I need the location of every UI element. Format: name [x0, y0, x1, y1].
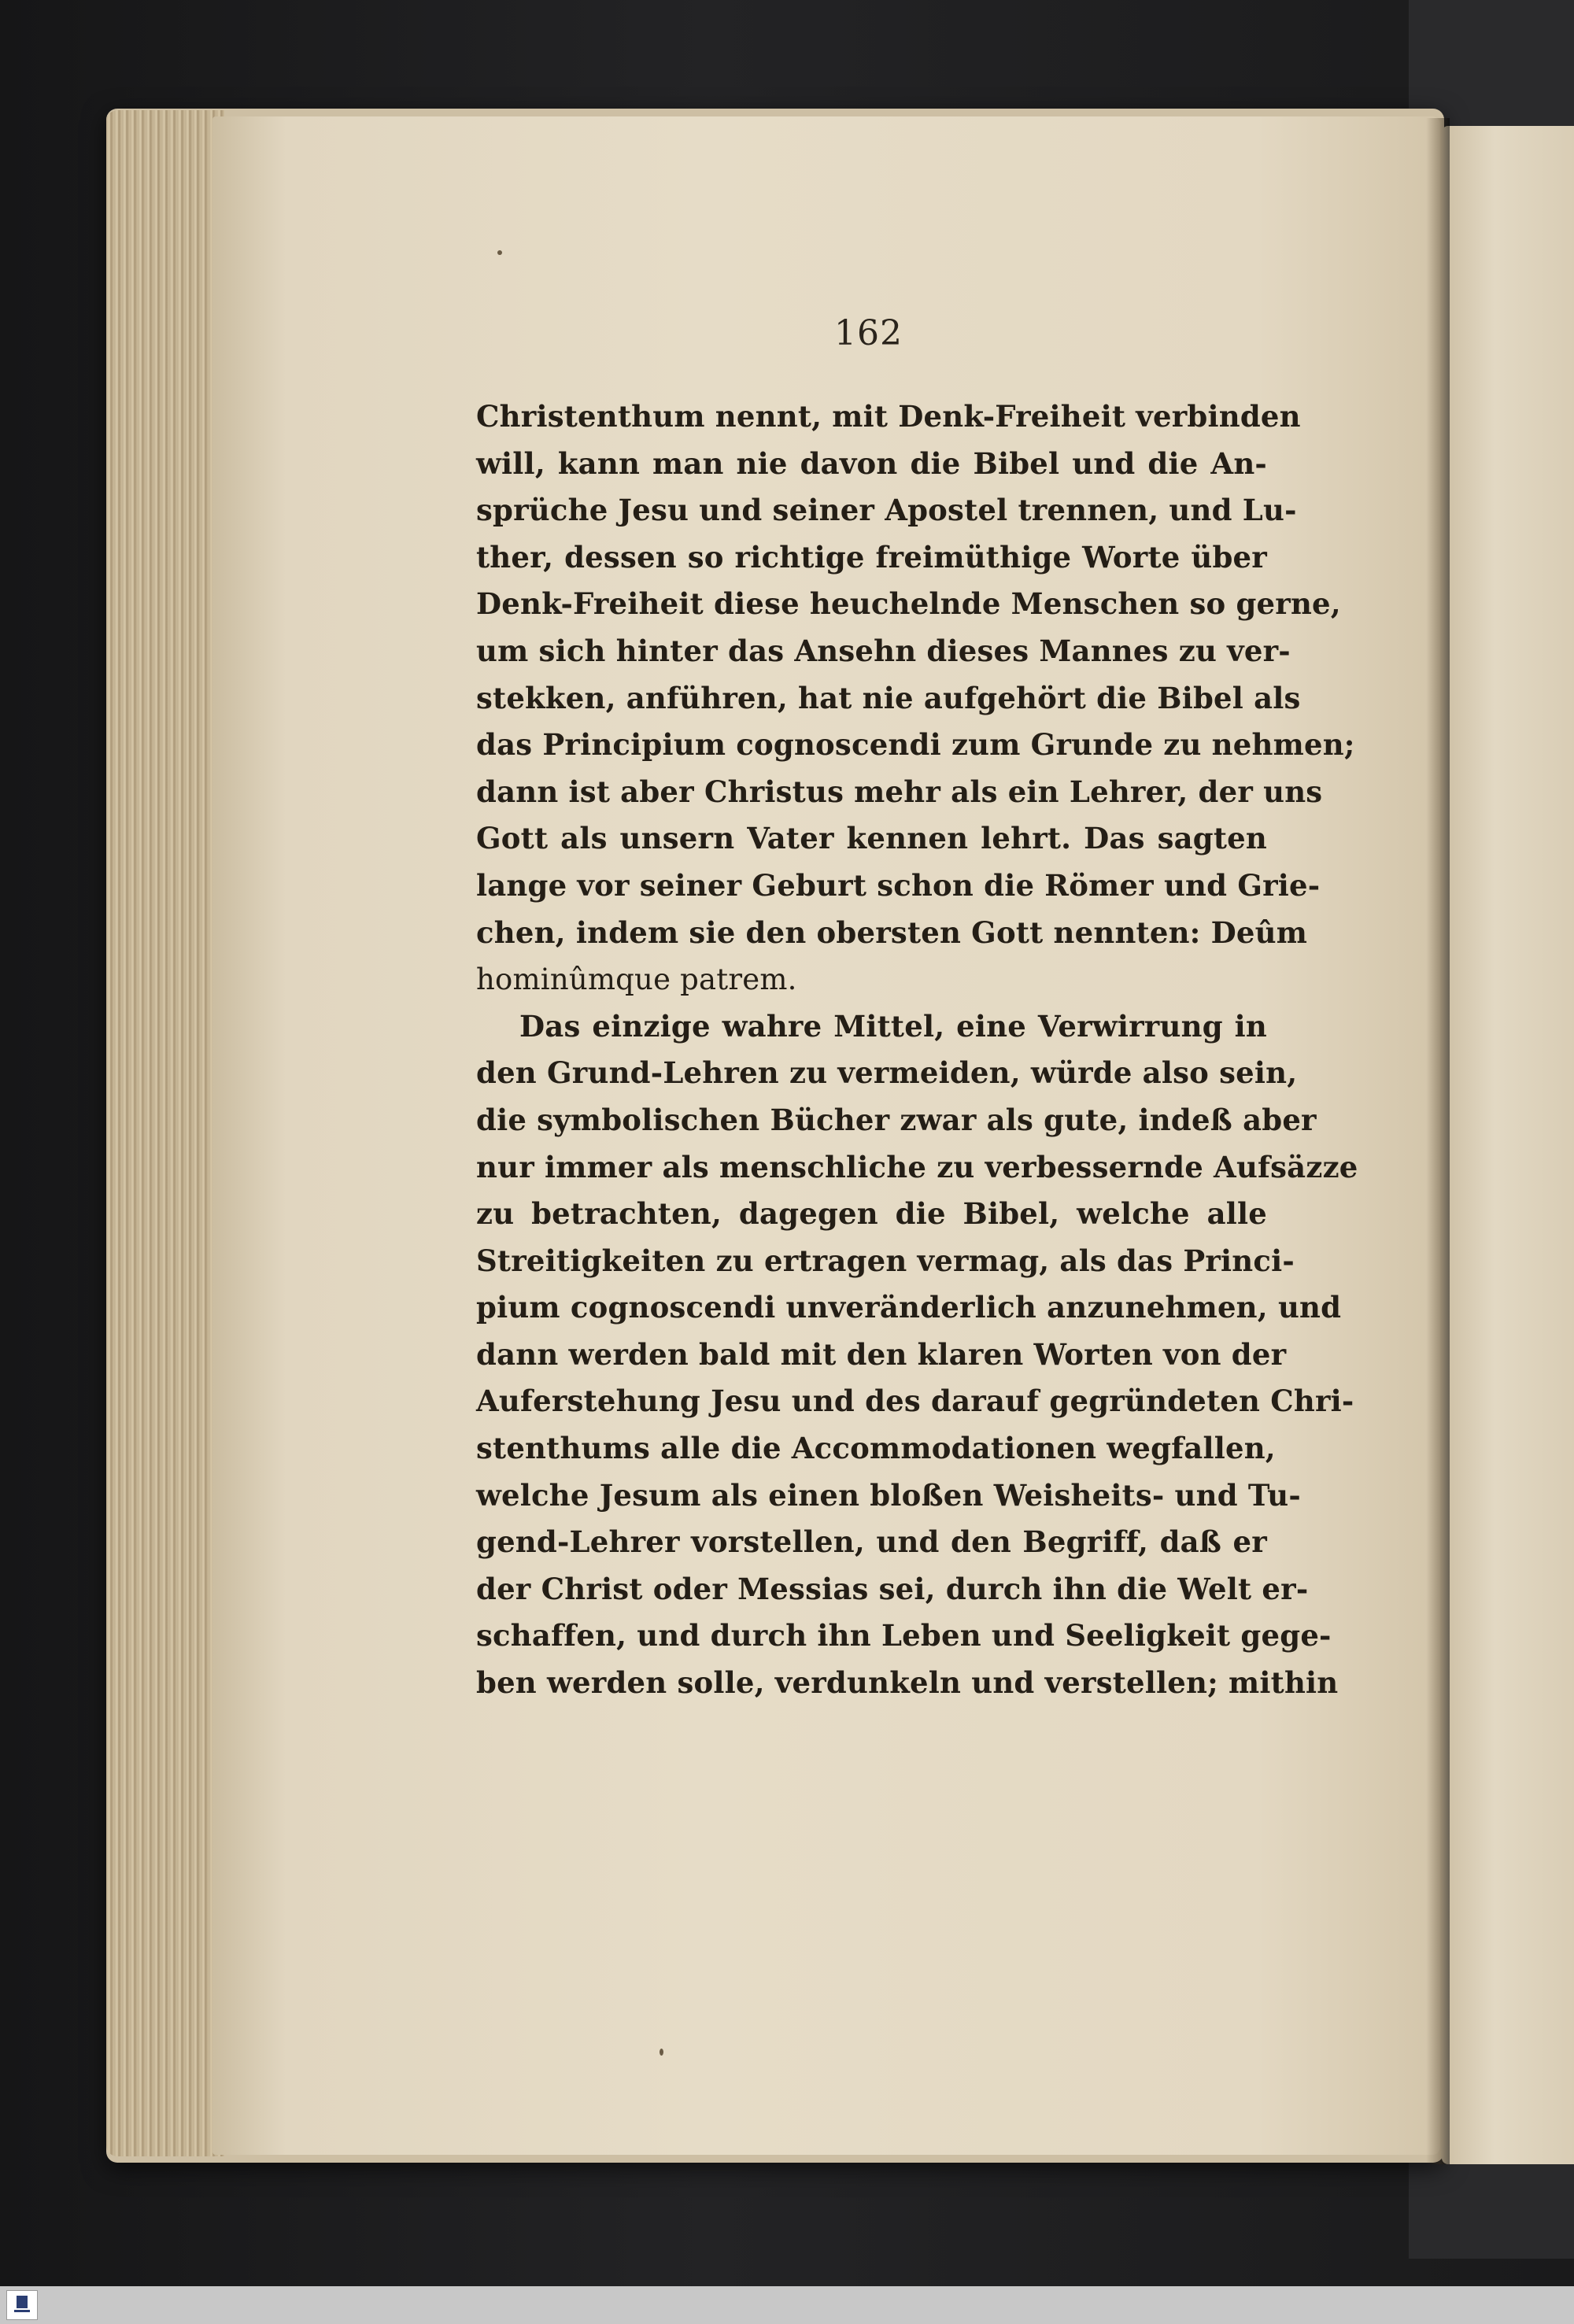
text-line: Streitigkeiten zu ertragen vermag, als das Princi-: [476, 1243, 1295, 1278]
text-line: gend-Lehrer vorstellen, und den Begriff, daß er: [476, 1524, 1267, 1560]
text-line: stenthums alle die Accommodationen wegfallen,: [476, 1431, 1276, 1466]
text-line: hominûmque patrem.: [476, 962, 797, 997]
logo-building-shape: [17, 2296, 28, 2308]
text-line: stekken, anführen, hat nie aufgehört die Bibel als: [476, 680, 1301, 715]
text-line: Christenthum nennt, mit Denk-Freiheit verbinden: [476, 399, 1301, 434]
page-text: [476, 393, 1358, 1707]
text-line: dann werden bald mit den klaren Worten von der: [476, 1336, 1287, 1372]
page-edges: [106, 110, 224, 2156]
text-line: Auferstehung Jesu und des darauf gegründeten Chri-: [476, 1384, 1354, 1419]
text-line: will, kann man nie davon die Bibel und die An-: [476, 445, 1267, 481]
gutter-shadow: [1426, 118, 1450, 2164]
viewer-footer-bar: [0, 2286, 1574, 2324]
text-line: lange vor seiner Geburt schon die Römer und Grie-: [476, 867, 1321, 903]
text-line: sprüche Jesu und seiner Apostel trennen, und Lu-: [476, 493, 1297, 528]
text-line: Gott als unsern Vater kennen lehrt. Das sagten: [476, 821, 1267, 856]
text-line: ben werden solle, verdunkeln und verstellen; mithin: [476, 1665, 1339, 1701]
text-line: nur immer als menschliche zu verbessernde Aufsäzze: [476, 1149, 1358, 1184]
paper-speck: [497, 250, 502, 255]
text-line: der Christ oder Messias sei, durch ihn die Welt er-: [476, 1571, 1309, 1606]
text-line: welche Jesum als einen bloßen Weisheits- und Tu-: [476, 1477, 1301, 1513]
text-line: um sich hinter das Ansehn dieses Mannes zu ver-: [476, 633, 1291, 668]
right-page-edge: [1442, 126, 1574, 2164]
paper-speck: [660, 2049, 663, 2056]
text-line: den Grund-Lehren zu vermeiden, würde also sein,: [476, 1055, 1298, 1091]
text-line: Denk-Freiheit diese heuchelnde Menschen so gerne,: [476, 586, 1341, 622]
text-line: chen, indem sie den obersten Gott nennten: Deûm: [476, 914, 1308, 950]
library-building-icon[interactable]: [6, 2290, 38, 2320]
text-line: schaffen, und durch ihn Leben und Seeligkeit gege-: [476, 1618, 1332, 1653]
text-line: Das einzige wahre Mittel, eine Verwirrung in: [519, 1008, 1267, 1044]
text-line: ther, dessen so richtige freimüthige Worte über: [476, 539, 1267, 575]
text-line: die symbolischen Bücher zwar als gute, indeß aber: [476, 1102, 1317, 1137]
text-line: das Principium cognoscendi zum Grunde zu nehmen;: [476, 727, 1355, 763]
text-line: pium cognoscendi unveränderlich anzunehmen, und: [476, 1290, 1342, 1325]
logo-base-shape: [14, 2310, 30, 2312]
text-line: zu betrachten, dagegen die Bibel, welche alle: [476, 1196, 1267, 1232]
page-number: 162: [834, 313, 903, 353]
text-line: dann ist aber Christus mehr als ein Lehrer, der uns: [476, 774, 1323, 809]
